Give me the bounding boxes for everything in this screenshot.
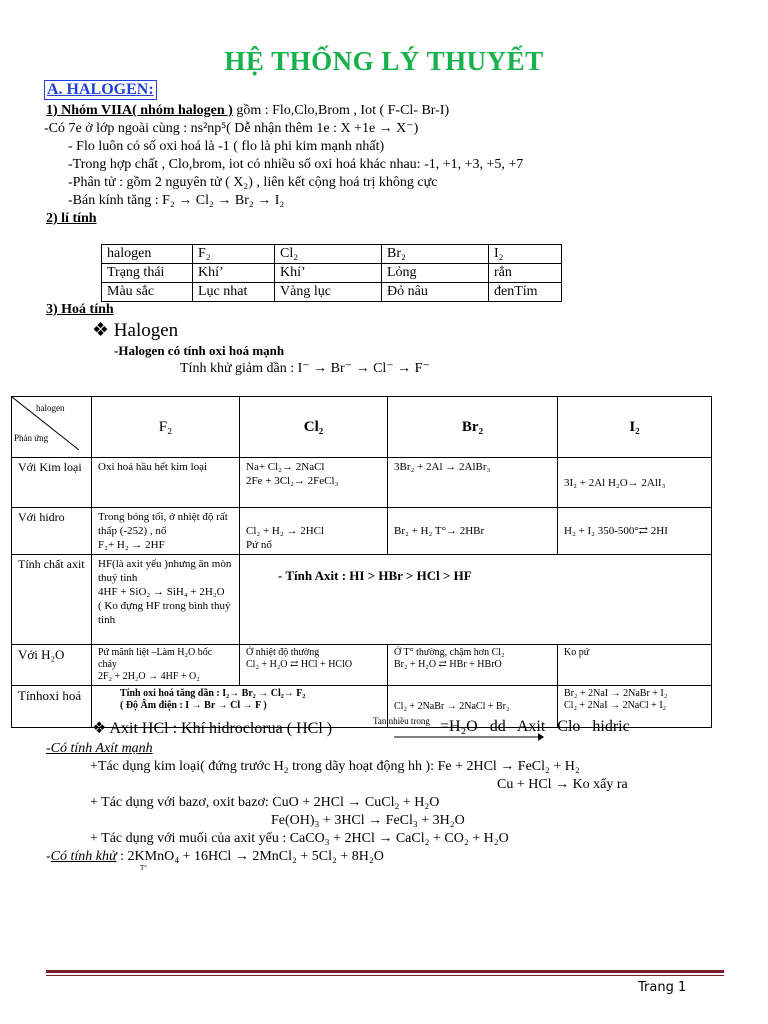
row-label: Với Kim loại bbox=[12, 458, 92, 508]
header-br2: Br₂ bbox=[388, 397, 558, 458]
acid-strength-cell: - Tính Axit : HI > HBr > HCl > HF bbox=[240, 555, 712, 645]
table-cell: đenTím bbox=[489, 283, 562, 302]
hcl-bullet: ❖ Axit HCl : Khí hidroclorua ( HCl ) bbox=[92, 720, 333, 737]
table-cell: Khí’ bbox=[275, 264, 382, 283]
table-cell: Cl₂ + H₂ → 2HCl Pứ nổ bbox=[240, 508, 388, 555]
table-cell: Ở T° thường, chậm hơn Cl₂ Br₂ + H₂O ⇄ HBr + HBrO bbox=[388, 645, 558, 686]
header-cl2: Cl₂ bbox=[240, 397, 388, 458]
halogen-oxidizing: -Halogen có tính oxi hoá mạnh bbox=[114, 343, 285, 358]
page-title: HỆ THỐNG LÝ THUYẾT bbox=[224, 46, 544, 76]
halogen-bullet: ❖ Halogen bbox=[92, 320, 179, 341]
acid-line1: +Tác dụng kim loại( đứng trước H₂ trong dãy hoạt động hh ): Fe + 2HCl → FeCl₂ + H₂ bbox=[90, 759, 580, 774]
table-cell: Lục nhat bbox=[193, 283, 275, 302]
table-cell: HF(là axit yếu )nhưng ăn mòn thuỷ tinh 4HF + SiO₂ → SiH₄ + 2H₂O ( Ko đựng HF trong bình thuỷ tinh bbox=[92, 555, 240, 645]
hcl-tail: =H₂O dd Axit Clo hidric bbox=[440, 718, 630, 735]
s1-line6: -Bán kính tăng : F₂ → Cl₂ → Br₂ → I₂ bbox=[68, 193, 285, 208]
table-cell: Br₂ + H₂ T°→ 2HBr bbox=[388, 508, 558, 555]
table-row bbox=[102, 283, 562, 302]
reducing-order: Tính khử giảm dần : I⁻ → Br⁻ → Cl⁻ → F⁻ bbox=[180, 361, 430, 376]
table-cell: Trong bóng tối, ở nhiệt độ rất thấp (-252) , nổ F₂+ H₂ → 2HF bbox=[92, 508, 240, 555]
table-row bbox=[12, 397, 712, 458]
reduce-line: -Có tính khử : 2KMnO₄ + 16HCl → 2MnCl₂ + 5Cl₂ + 8H₂O bbox=[46, 849, 384, 864]
s1-line4: -Trong hợp chất , Clo,brom, iot có nhiều số oxi hoá khác nhau: -1, +1, +3, +5, +7 bbox=[68, 157, 524, 172]
table-cell: H₂ + I₂ 350-500°⇄ 2HI bbox=[558, 508, 712, 555]
table-cell: Trạng thái bbox=[102, 264, 193, 283]
table-cell: F₂ bbox=[193, 245, 275, 264]
row-label: Với H₂O bbox=[12, 645, 92, 686]
table-cell: Đỏ nâu bbox=[382, 283, 489, 302]
table-cell: Lỏng bbox=[382, 264, 489, 283]
footer-rule bbox=[46, 970, 724, 973]
physical-properties-table bbox=[101, 244, 562, 302]
table-cell: Cl₂ + 2NaBr → 2NaCl + Br₂ bbox=[388, 686, 558, 728]
table-cell: Ko pứ bbox=[558, 645, 712, 686]
acid-heading: -Có tính Axít mạnh bbox=[46, 741, 153, 756]
table-cell: Oxi hoá hầu hết kim loại bbox=[92, 458, 240, 508]
table-row bbox=[12, 458, 712, 508]
table-cell: 3Br₂ + 2Al → 2AlBr₃ bbox=[388, 458, 558, 508]
acid-line2b: Fe(OH)₃ + 3HCl → FeCl₃ + 3H₂O bbox=[271, 813, 465, 828]
s1-heading-line bbox=[46, 102, 449, 120]
table-cell: Cl₂ bbox=[275, 245, 382, 264]
t-mark: T° bbox=[140, 864, 148, 872]
table-row bbox=[102, 264, 562, 283]
table-cell: Pứ mãnh liệt –Làm H₂O bốc cháy 2F₂ + 2H₂O → 4HF + O₂ bbox=[92, 645, 240, 686]
table-row bbox=[102, 245, 562, 264]
corner-cell bbox=[12, 397, 92, 458]
table-cell: rắn bbox=[489, 264, 562, 283]
acid-line3: + Tác dụng với muối của axit yếu : CaCO₃ + 2HCl → CaCl₂ + CO₂ + H₂O bbox=[90, 831, 509, 846]
s1-line2: -Có 7e ở lớp ngoài cùng : ns²np⁵( Dễ nhận thêm 1e : X +1e → X⁻) bbox=[44, 121, 419, 136]
row-label: Tínhoxi hoá bbox=[12, 686, 92, 728]
table-cell: Na+ Cl₂→ 2NaCl 2Fe + 3Cl₂→ 2FeCl₃ bbox=[240, 458, 388, 508]
s1-heading: 1) Nhóm VIIA( nhóm halogen ) bbox=[46, 103, 233, 118]
row-label: Với hidro bbox=[12, 508, 92, 555]
table-cell: Ở nhiệt độ thường Cl₂ + H₂O ⇄ HCl + HClO bbox=[240, 645, 388, 686]
reduce-text: : 2KMnO₄ + 16HCl → 2MnCl₂ + 5Cl₂ + 8H₂O bbox=[120, 849, 384, 864]
header-i2: I₂ bbox=[558, 397, 712, 458]
row-label: Tính chất axit bbox=[12, 555, 92, 645]
table-cell: Vàng lục bbox=[275, 283, 382, 302]
table-cell: I₂ bbox=[489, 245, 562, 264]
corner-top-label: halogen bbox=[36, 403, 65, 413]
table-cell: 3I₂ + 2Al H₂O→ 2AlI₃ bbox=[558, 458, 712, 508]
s2-heading: 2) lí tính bbox=[46, 211, 97, 226]
page-number: Trang 1 bbox=[638, 980, 687, 995]
s1-text: gồm : Flo,Clo,Brom , Iot ( F-Cl- Br-I) bbox=[236, 103, 450, 118]
footer-rule-thin bbox=[46, 975, 724, 976]
table-cell: Màu sắc bbox=[102, 283, 193, 302]
table-row bbox=[12, 645, 712, 686]
table-cell: Khí’ bbox=[193, 264, 275, 283]
reduce-heading: Có tính khử bbox=[50, 849, 117, 864]
acid-line2: + Tác dụng với bazơ, oxit bazơ: CuO + 2HCl → CuCl₂ + H₂O bbox=[90, 795, 440, 810]
corner-bottom-label: Phản ứng bbox=[14, 433, 49, 443]
table-cell: Br₂ bbox=[382, 245, 489, 264]
acid-line1b: Cu + HCl → Ko xẩy ra bbox=[497, 777, 628, 792]
s3-heading: 3) Hoá tính bbox=[46, 302, 114, 317]
table-cell: halogen bbox=[102, 245, 193, 264]
chemical-properties-table bbox=[11, 396, 712, 728]
hcl-arrow-label: Tan nhiều trong bbox=[373, 716, 430, 726]
oxidation-order-cell: Tính oxi hoá tăng dần : I₂→ Br₂ → Cl₂→ F₂ ( Độ Âm điện : I → Br → Cl → F ) bbox=[92, 686, 388, 728]
table-row bbox=[12, 508, 712, 555]
header-f2: F₂ bbox=[92, 397, 240, 458]
table-row bbox=[12, 555, 712, 645]
table-cell: Br₂ + 2NaI → 2NaBr + I₂ Cl₂ + 2NaI → 2NaCl + I₂ bbox=[558, 686, 712, 728]
s1-line5: -Phân tử : gồm 2 nguyên tử ( X₂) , liên kết cộng hoá trị không cực bbox=[68, 175, 438, 190]
section-a-heading: A. HALOGEN: bbox=[44, 80, 157, 100]
s1-line3: - Flo luôn có số oxi hoá là -1 ( flo là phi kim mạnh nhất) bbox=[68, 139, 385, 154]
